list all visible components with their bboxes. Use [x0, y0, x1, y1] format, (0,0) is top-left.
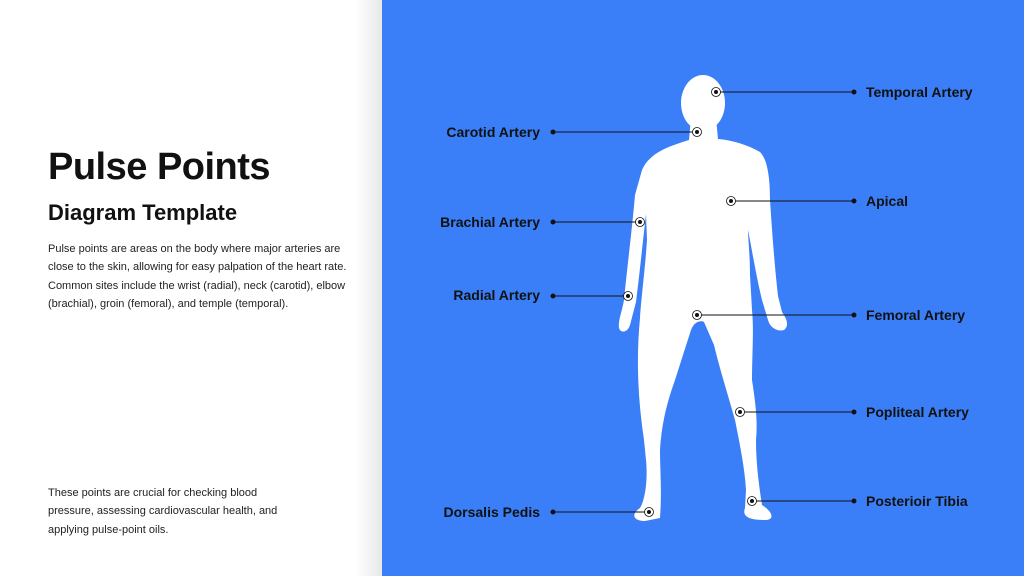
page-title: Pulse Points — [48, 146, 271, 188]
tibia-marker — [748, 497, 757, 506]
temporal-marker — [712, 88, 721, 97]
label-femoral-artery: Femoral Artery — [866, 307, 966, 323]
dorsalis-line-end-dot — [551, 510, 556, 515]
dorsalis-marker — [645, 508, 654, 517]
femoral-line-end-dot — [852, 313, 857, 318]
apical-marker — [727, 197, 736, 206]
carotid-marker — [693, 128, 702, 137]
popliteal-line-end-dot — [852, 410, 857, 415]
label-popliteal-artery: Popliteal Artery — [866, 404, 969, 420]
label-radial-artery: Radial Artery — [453, 287, 540, 303]
brachial-marker — [636, 218, 645, 227]
label-posterior-tibia: Posterioir Tibia — [866, 493, 968, 509]
label-carotid-artery: Carotid Artery — [446, 124, 540, 140]
label-dorsalis-pedis: Dorsalis Pedis — [443, 504, 540, 520]
page-subtitle: Diagram Template — [48, 200, 238, 225]
brachial-line-end-dot — [551, 220, 556, 225]
label-apical: Apical — [866, 193, 909, 209]
carotid-line-end-dot — [551, 130, 556, 135]
label-temporal-artery: Temporal Artery — [866, 84, 973, 100]
description-text: Pulse points are areas on the body where major arteries are close to the skin, allowing for easy palpation of the heart rate. Common sites include the wrist (radial), neck (carotid), elbow (brachial), groin (femoral), and temple (temporal). — [48, 243, 347, 311]
body-torso — [619, 118, 787, 521]
label-brachial-artery: Brachial Artery — [440, 214, 540, 230]
radial-line-end-dot — [551, 294, 556, 299]
tibia-line-end-dot — [852, 499, 857, 504]
popliteal-marker — [736, 408, 745, 417]
temporal-line-end-dot — [852, 90, 857, 95]
apical-line-end-dot — [852, 199, 857, 204]
note-text: These points are crucial for checking blood pressure, assessing cardiovascular health, and applying pulse-point oils. — [48, 487, 278, 536]
femoral-marker — [693, 311, 702, 320]
radial-marker — [624, 292, 633, 301]
human-body-silhouette — [619, 75, 787, 521]
